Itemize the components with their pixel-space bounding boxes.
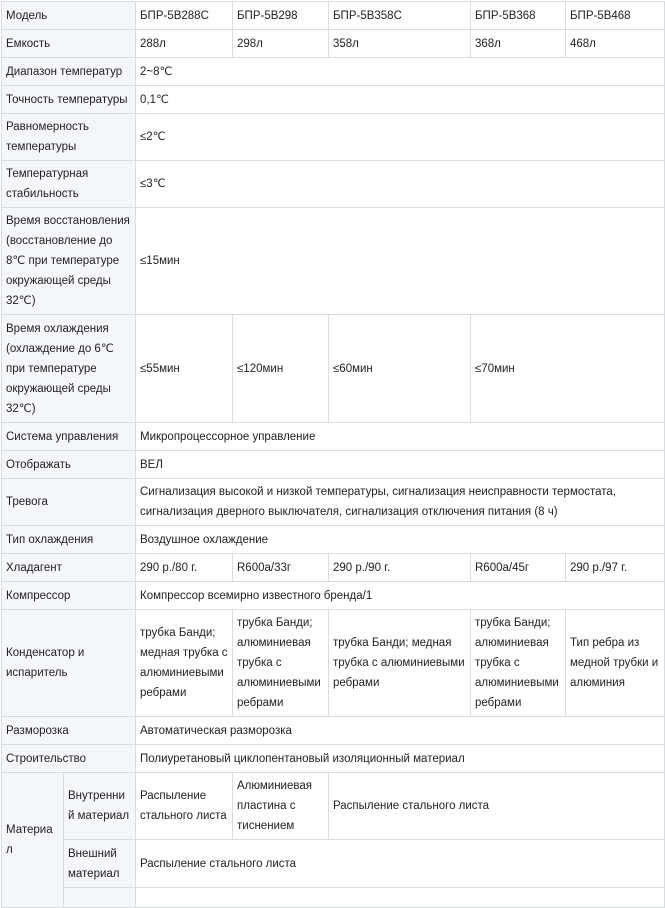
row-compressor: [2, 582, 665, 610]
display-label: Отображать: [2, 451, 136, 479]
row-uniformity: [2, 114, 665, 161]
temp-range-value: 2~8℃: [136, 58, 665, 86]
row-display: [2, 451, 665, 479]
capacity-cell: 368л: [471, 30, 566, 58]
row-cooling-type: [2, 526, 665, 554]
row-temp-accuracy: [2, 86, 665, 114]
row-material-outer: [2, 840, 665, 888]
capacity-cell: 358л: [329, 30, 471, 58]
refrigerant-cell: 290 р./80 г.: [136, 554, 233, 582]
inner-material-label: Внутренний материал: [64, 773, 136, 840]
row-stability: [2, 161, 665, 208]
row-material-inner: [2, 773, 665, 840]
cooling-cell: ≤70мин: [471, 315, 665, 423]
cooling-type-label: Тип охлаждения: [2, 526, 136, 554]
capacity-label: Емкость: [2, 30, 136, 58]
cooling-cell: ≤120мин: [233, 315, 329, 423]
row-temp-range: [2, 58, 665, 86]
row-construction: [2, 745, 665, 773]
uniformity-value: ≤2℃: [136, 114, 665, 161]
model-cell: БПР-5В468: [566, 2, 665, 30]
model-cell: БПР-5В288С: [136, 2, 233, 30]
stability-label: Температурная стабильность: [2, 161, 136, 208]
material-label: Материал: [2, 773, 64, 908]
row-cooling: [2, 315, 665, 423]
refrigerant-cell: R600a/33г: [233, 554, 329, 582]
inner-material-cell: Распыление стального листа: [136, 773, 233, 840]
stability-value: ≤3℃: [136, 161, 665, 208]
temp-accuracy-label: Точность температуры: [2, 86, 136, 114]
row-defrost: [2, 717, 665, 745]
refrigerant-label: Хладагент: [2, 554, 136, 582]
cooling-label: Время охлаждения (охлаждение до 6℃ при температуре окружающей среды 32℃): [2, 315, 136, 423]
condenser-cell: Тип ребра из медной трубки и алюминия: [566, 610, 665, 717]
uniformity-label: Равномерность температуры: [2, 114, 136, 161]
condenser-cell: трубка Банди; медная трубка с алюминиевыми ребрами: [136, 610, 233, 717]
row-recovery: [2, 208, 665, 315]
condenser-cell: трубка Банди; алюминиевая трубка с алюминиевыми ребрами: [233, 610, 329, 717]
cooling-cell: ≤60мин: [329, 315, 471, 423]
model-cell: БПР-5В358С: [329, 2, 471, 30]
condenser-cell: трубка Банди; медная трубка с алюминиевыми ребрами: [329, 610, 471, 717]
refrigerant-cell: 290 р./90 г.: [329, 554, 471, 582]
outer-material-label: Внешний материал: [64, 840, 136, 888]
inner-material-cell: Распыление стального листа: [329, 773, 665, 840]
defrost-value: Автоматическая разморозка: [136, 717, 665, 745]
row-condenser: [2, 610, 665, 717]
condenser-label: Конденсатор и испаритель: [2, 610, 136, 717]
model-cell: БПР-5В298: [233, 2, 329, 30]
inner-material-cell: Алюминиевая пластина с тиснением: [233, 773, 329, 840]
model-label: Модель: [2, 2, 136, 30]
compressor-label: Компрессор: [2, 582, 136, 610]
row-refrigerant: [2, 554, 665, 582]
cooling-cell: ≤55мин: [136, 315, 233, 423]
temp-accuracy-value: 0,1℃: [136, 86, 665, 114]
row-model: [2, 2, 665, 30]
construction-label: Строительство: [2, 745, 136, 773]
alarm-value: Сигнализация высокой и низкой температуры, сигнализация неисправности термостата, сигнализация дверного выключателя, сигнализация отключения питания (8 ч): [136, 479, 665, 526]
condenser-cell: трубка Банди; алюминиевая трубка с алюминиевыми ребрами: [471, 610, 566, 717]
compressor-value: Компрессор всемирно известного бренда/1: [136, 582, 665, 610]
outer-material-value: Распыление стального листа: [136, 840, 665, 888]
spec-table: [1, 1, 665, 908]
alarm-label: Тревога: [2, 479, 136, 526]
refrigerant-cell: 290 р./97 г.: [566, 554, 665, 582]
construction-value: Полиуретановый циклопентановый изоляционный материал: [136, 745, 665, 773]
recovery-value: ≤15мин: [136, 208, 665, 315]
refrigerant-cell: R600a/45г: [471, 554, 566, 582]
display-value: ВЕЛ: [136, 451, 665, 479]
control-label: Система управления: [2, 423, 136, 451]
temp-range-label: Диапазон температур: [2, 58, 136, 86]
recovery-label: Время восстановления (восстановление до 8℃ при температуре окружающей среды 32℃): [2, 208, 136, 315]
row-alarm: [2, 479, 665, 526]
cooling-type-value: Воздушное охлаждение: [136, 526, 665, 554]
capacity-cell: 468л: [566, 30, 665, 58]
row-control: [2, 423, 665, 451]
capacity-cell: 298л: [233, 30, 329, 58]
capacity-cell: 288л: [136, 30, 233, 58]
row-capacity: [2, 30, 665, 58]
control-value: Микропроцессорное управление: [136, 423, 665, 451]
model-cell: БПР-5В368: [471, 2, 566, 30]
defrost-label: Разморозка: [2, 717, 136, 745]
